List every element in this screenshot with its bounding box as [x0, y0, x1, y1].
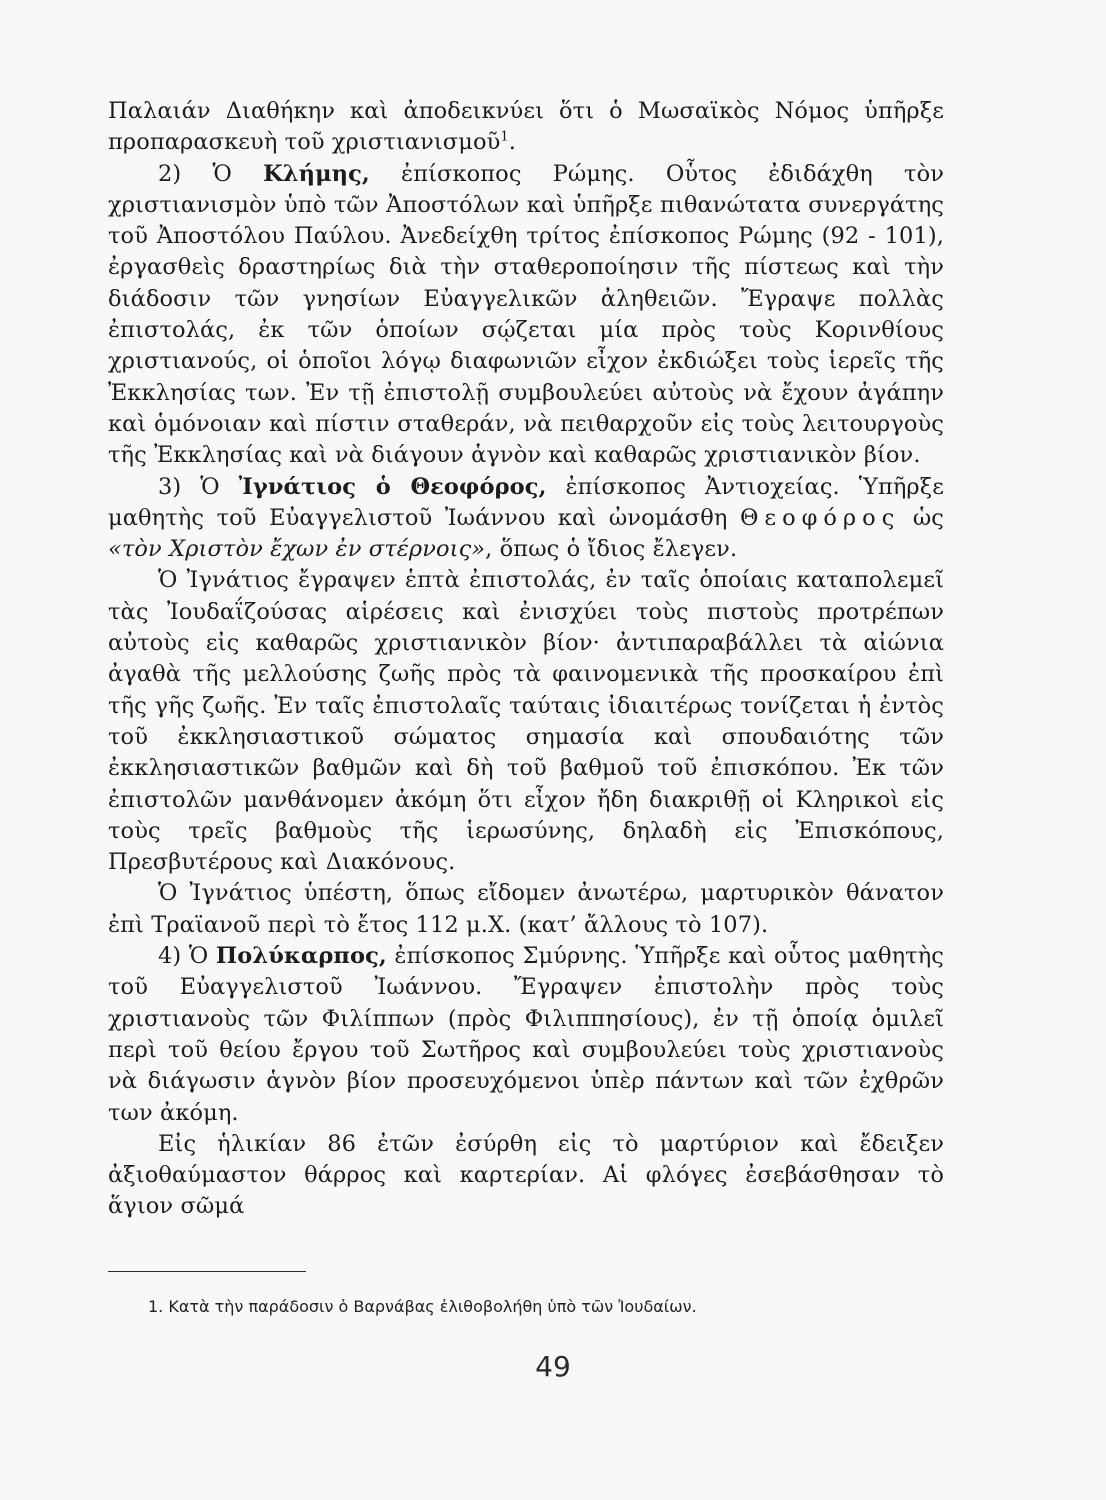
page-number: 49: [535, 1350, 571, 1383]
spaced-term: Θεοφόρος: [739, 504, 901, 531]
paragraph-ignatius-martyrdom: Ὁ Ἰγνάτιος ὑπέστη, ὅπως εἴδομεν ἀνωτέρω, μαρτυρικὸν θάνατον ἐπὶ Τραϊανοῦ περὶ τὸ ἔτος 112 μ.Χ. (κατ’ ἄλλους τὸ 107).: [108, 880, 944, 938]
paragraph-clement: 2) Ὁ Κλήμης, ἐπίσκοπος Ρώμης. Οὗτος ἐδιδάχθη τὸν χριστιανισμὸν ὑπὸ τῶν Ἀποστόλων καὶ ὑπῆρξε πιθανώτατα συνεργάτης τοῦ Ἀποστόλου Παύλου. Ἀνεδείχθη τρίτος ἐπίσκοπος Ρώμης (92 - 101), ἐργασθεὶς δραστηρίως διὰ τὴν σταθεροποίησιν τῆς πίστεως καὶ τὴν διάδοσιν τῶν γνησίων Εὐαγγελικῶν ἀληθειῶν. Ἔγραψε πολλὰς ἐπιστολάς, ἐκ τῶν ὁποίων σῴζεται μία πρὸς τοὺς Κορινθίους χριστιανούς, οἱ ὁποῖοι λόγῳ διαφωνιῶν εἶχον ἐκδιώξει τοὺς ἱερεῖς τῆς Ἐκκλησίας των. Ἐν τῇ ἐπιστολῇ συμβουλεύει αὐτοὺς νὰ ἔχουν ἀγάπην καὶ ὁμόνοιαν καὶ πίστιν σταθεράν, νὰ πειθαρχοῦν εἰς τοὺς λειτουργοὺς τῆς Ἐκκλησίας καὶ νὰ διάγουν ἁγνὸν καὶ καθαρῶς χριστιανικὸν βίον.: [108, 160, 945, 469]
heading-ignatius: Ἰγνάτιος ὁ Θεοφόρος,: [238, 473, 547, 500]
paragraph-polycarp: 4) Ὁ Πολύκαρπος, ἐπίσκοπος Σμύρνης. Ὑπῆρξε καὶ οὗτος μαθητὴς τοῦ Εὐαγγελιστοῦ Ἰωάννου. Ἔγραψεν ἐπιστολὴν πρὸς τοὺς χριστιανοὺς τῶν Φιλίππων (πρὸς Φιλιππησίους), ἐν τῇ ὁποίᾳ ὁμιλεῖ περὶ τοῦ θείου ἔργου τοῦ Σωτῆρος καὶ συμβουλεύει τοὺς χριστιανοὺς νὰ διάγωσιν ἁγνὸν βίον προσευχόμενοι ὑπὲρ πάντων καὶ τῶν ἐχθρῶν των ἀκόμη.: [108, 943, 945, 1126]
footnote: 1. Κατὰ τὴν παράδοσιν ὁ Βαρνάβας ἐλιθοβολήθη ὑπὸ τῶν Ἰουδαίων.: [148, 1297, 697, 1316]
quotation: «τὸν Χριστὸν ἔχων ἐν στέρνοις»: [108, 536, 486, 563]
paragraph-polycarp-martyrdom: Εἰς ἡλικίαν 86 ἐτῶν ἐσύρθη εἰς τὸ μαρτύριον καὶ ἔδειξεν ἀξιοθαύμαστον θάρρος καὶ καρτερίαν. Αἱ φλόγες ἐσεβάσθησαν τὸ ἅγιον σῶμά: [108, 1130, 944, 1220]
page-body: [108, 96, 944, 1223]
footnote-reference[interactable]: 1: [500, 129, 509, 145]
footnote-divider: [108, 1271, 306, 1272]
paragraph-ignatius: 3) Ὁ Ἰγνάτιος ὁ Θεοφόρος, ἐπίσκοπος Ἀντιοχείας. Ὑπῆρξε μαθητὴς τοῦ Εὐαγγελιστοῦ Ἰωάννου καὶ ὠνομάσθη Θεοφόρος ὡς «τὸν Χριστὸν ἔχων ἐν στέρνοις», ὅπως ὁ ἴδιος ἔλεγεν.: [108, 473, 944, 563]
heading-polycarp: Πολύκαρπος,: [215, 943, 387, 970]
heading-clement: Κλήμης,: [263, 160, 370, 187]
paragraph-ignatius-letters: Ὁ Ἰγνάτιος ἔγραψεν ἑπτὰ ἐπιστολάς, ἐν ταῖς ὁποίαις καταπολεμεῖ τὰς Ἰουδαΐζούσας αἱρέσεις καὶ ἐνισχύει τοὺς πιστοὺς προτρέπων αὐτοὺς εἰς καθαρῶς χριστιανικὸν βίον· ἀντιπαραβάλλει τὰ αἰώνια ἀγαθὰ τῆς μελλούσης ζωῆς πρὸς τὰ φαινομενικὰ τῆς προσκαίρου ἐπὶ τῆς γῆς ζωῆς. Ἐν ταῖς ἐπιστολαῖς ταύταις ἰδιαιτέρως τονίζεται ἡ ἐντὸς τοῦ ἐκκλησιαστικοῦ σώματος σημασία καὶ σπουδαιότης τῶν ἐκκλησιαστικῶν βαθμῶν καὶ δὴ τοῦ βαθμοῦ τοῦ ἐπισκόπου. Ἐκ τῶν ἐπιστολῶν μανθάνομεν ἀκόμη ὅτι εἶχον ἤδη διακριθῇ οἱ Κληρικοὶ εἰς τοὺς τρεῖς βαθμοὺς τῆς ἱερωσύνης, δηλαδὴ εἰς Ἐπισκόπους, Πρεσβυτέρους καὶ Διακόνους.: [108, 567, 944, 876]
paragraph-intro: Παλαιάν Διαθήκην καὶ ἀποδεικνύει ὅτι ὁ Μωσαϊκὸς Νόμος ὑπῆρξε προπαρασκευὴ τοῦ χριστιανισμοῦ$^1$.: [108, 98, 944, 156]
